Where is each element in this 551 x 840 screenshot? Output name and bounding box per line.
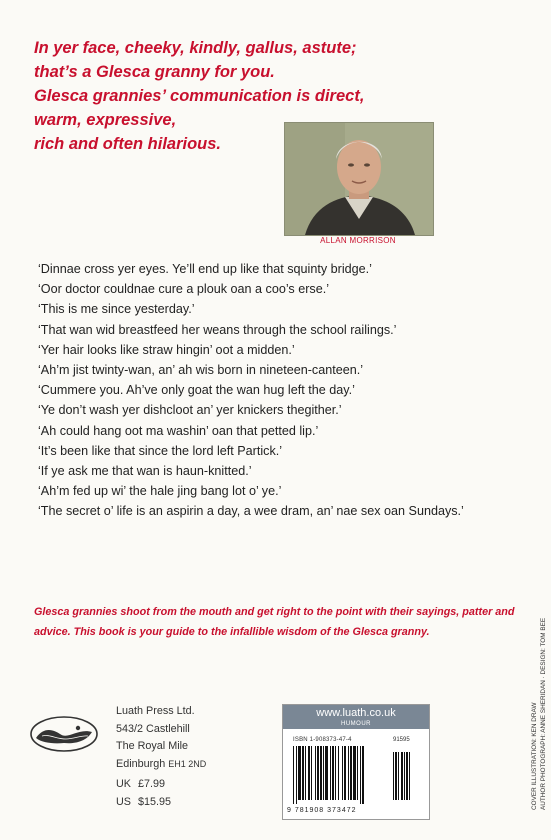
quote-item: ‘If ye ask me that wan is haun-knitted.’ <box>38 464 252 479</box>
quote-item: ‘Ah’m jist twinty-wan, an’ ah wis born in nineteen-canteen.’ <box>38 363 364 378</box>
price-list <box>116 776 171 811</box>
credit-line: AUTHOR PHOTOGRAPH: ANNE SHERIDAN · DESIGN: TOM BEE <box>540 617 547 810</box>
publisher-logo-icon <box>28 706 100 754</box>
barcode-addon-digits: 91595 <box>393 737 410 743</box>
quote-item: ‘The secret o’ life is an aspirin a day, a wee dram, an’ nae sex oan Sundays.’ <box>38 504 464 519</box>
intro-line: warm, expressive, <box>34 111 177 129</box>
quotes-list <box>38 259 528 522</box>
address-line: Luath Press Ltd. <box>116 705 195 717</box>
address-line: 543/2 Castlehill <box>116 722 190 735</box>
barcode-icon <box>293 746 421 806</box>
quote-item: ‘Dinnae cross yer eyes. Ye’ll end up like that squinty bridge.’ <box>38 262 372 276</box>
quote-item: ‘It’s been like that since the lord left Partick.’ <box>38 443 283 458</box>
quote-item: ‘Cummere you. Ah’ve only goat the wan hug left the day.’ <box>38 383 355 398</box>
barcode-panel <box>282 704 430 820</box>
outro-blurb: Glesca grannies shoot from the mouth and get right to the point with their sayings, patter and advice. This book is your guide to the infallible wisdom of the Glesca granny. <box>34 606 515 638</box>
price-region: UK <box>116 778 131 790</box>
genre-label: HUMOUR <box>341 721 371 727</box>
address-line <box>116 756 206 774</box>
credit-line: COVER ILLUSTRATION: KEN DRAW <box>531 702 538 810</box>
publisher-address <box>116 703 206 773</box>
author-portrait-image <box>285 123 433 235</box>
address-line: The Royal Mile <box>116 740 189 752</box>
quote-item: ‘Oor doctor couldnae cure a plouk oan a coo’s erse.’ <box>38 282 329 297</box>
intro-line: that’s a Glesca granny for you. <box>34 63 275 81</box>
isbn-text: ISBN 1-908373-47-4 <box>293 737 352 743</box>
address-postcode: EH1 2ND <box>168 758 207 769</box>
price-row <box>116 794 171 812</box>
author-photo <box>284 122 434 236</box>
quote-item: ‘This is me since yesterday.’ <box>38 302 195 317</box>
address-city: Edinburgh <box>116 757 166 770</box>
quote-item: ‘Yer hair looks like straw hingin’ oot a midden.’ <box>38 342 295 357</box>
intro-line: rich and often hilarious. <box>34 135 222 153</box>
website-url: www.luath.co.uk <box>316 707 396 719</box>
photo-caption: ALLAN MORRISON <box>320 236 396 245</box>
barcode-header <box>283 705 429 729</box>
price-value: $15.95 <box>138 795 172 808</box>
price-region: US <box>116 795 131 808</box>
quote-item: ‘Ye don’t wash yer dishcloot an’ yer knickers thegither.’ <box>38 403 342 418</box>
quote-item: ‘Ah’m fed up wi’ the hale jing bang lot o’ ye.’ <box>38 484 282 499</box>
barcode-digits: 9 781908 373472 <box>287 807 357 814</box>
price-value: £7.99 <box>138 778 166 790</box>
price-row <box>116 776 171 794</box>
intro-line: In yer face, cheeky, kindly, gallus, astute; <box>34 39 357 57</box>
quote-item: ‘Ah could hang oot ma washin’ oan that petted lip.’ <box>38 423 319 438</box>
quote-item: ‘That wan wid breastfeed her weans through the school railings.’ <box>38 322 397 337</box>
intro-line: Glesca grannies’ communication is direct, <box>34 87 365 105</box>
cover-credits <box>530 618 548 810</box>
